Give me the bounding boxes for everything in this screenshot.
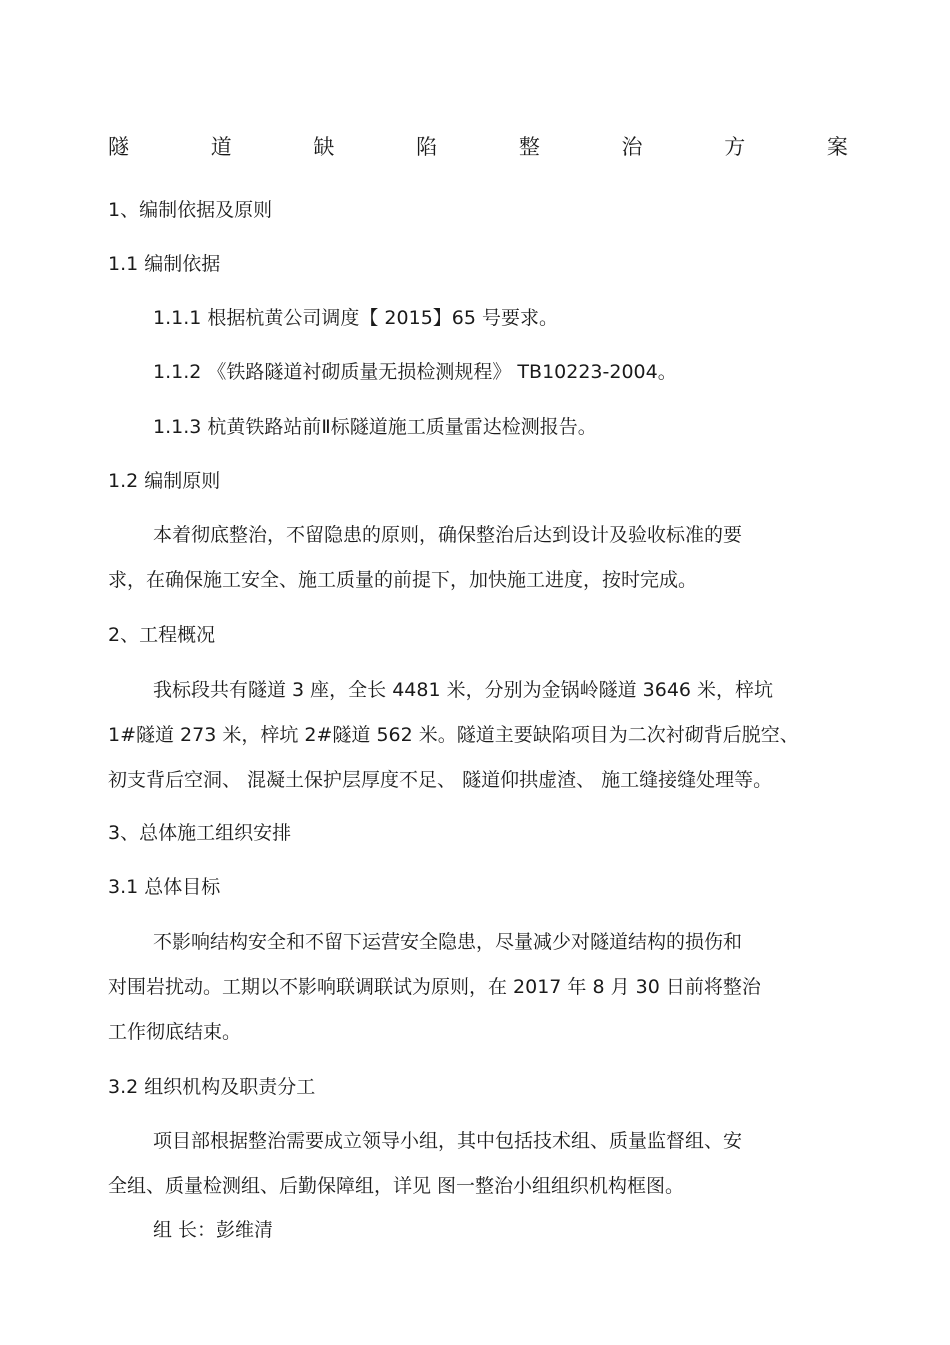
team-leader-line: 组 长：彭维清 (153, 1219, 274, 1241)
paragraph-line: 初支背后空洞、 混凝土保护层厚度不足、 隧道仰拱虚渣、 施工缝接缝处理等。 (108, 769, 773, 791)
paragraph-line: 工作彻底结束。 (108, 1021, 242, 1043)
paragraph-line: 我标段共有隧道 3 座，全长 4481 米，分别为金锅岭隧道 3646 米，梓坑 (153, 679, 774, 701)
title-char: 隧 (108, 135, 129, 159)
paragraph-line: 项目部根据整治需要成立领导小组，其中包括技术组、质量监督组、安 (153, 1130, 743, 1152)
subsection-heading: 1.1 编制依据 (108, 253, 221, 275)
list-item: 1.1.3 杭黄铁路站前Ⅱ标隧道施工质量雷达检测报告。 (153, 416, 597, 438)
subsection-heading: 3.2 组织机构及职责分工 (108, 1076, 316, 1098)
title-char: 方 (724, 135, 746, 159)
list-item: 1.1.1 根据杭黄公司调度【 2015】65 号要求。 (153, 307, 558, 329)
paragraph-line: 对围岩扰动。工期以不影响联调联试为原则，在 2017 年 8 月 30 日前将整治 (108, 976, 761, 998)
section-heading: 3、总体施工组织安排 (108, 822, 292, 844)
title-char: 缺 (313, 135, 335, 159)
document-title (108, 132, 848, 162)
paragraph-line: 不影响结构安全和不留下运营安全隐患，尽量减少对隧道结构的损伤和 (153, 931, 743, 953)
section-heading: 2、工程概况 (108, 624, 216, 646)
paragraph-line: 求，在确保施工安全、施工质量的前提下，加快施工进度，按时完成。 (108, 569, 698, 591)
title-char: 整 (518, 135, 540, 159)
subsection-heading: 3.1 总体目标 (108, 876, 221, 898)
subsection-heading: 1.2 编制原则 (108, 470, 221, 492)
paragraph-line: 1#隧道 273 米，梓坑 2#隧道 562 米。隧道主要缺陷项目为二次衬砌背后脱空、 (108, 724, 799, 746)
title-char: 案 (826, 135, 848, 159)
title-char: 道 (210, 135, 232, 159)
section-heading: 1、编制依据及原则 (108, 199, 273, 221)
list-item: 1.1.2 《铁路隧道衬砌质量无损检测规程》 TB10223-2004。 (153, 361, 677, 383)
paragraph-line: 全组、质量检测组、后勤保障组，详见 图一整治小组组织机构框图。 (108, 1175, 685, 1197)
paragraph-line: 本着彻底整治，不留隐患的原则，确保整治后达到设计及验收标准的要 (153, 524, 743, 546)
title-char: 陷 (416, 135, 438, 159)
title-char: 治 (621, 135, 643, 159)
